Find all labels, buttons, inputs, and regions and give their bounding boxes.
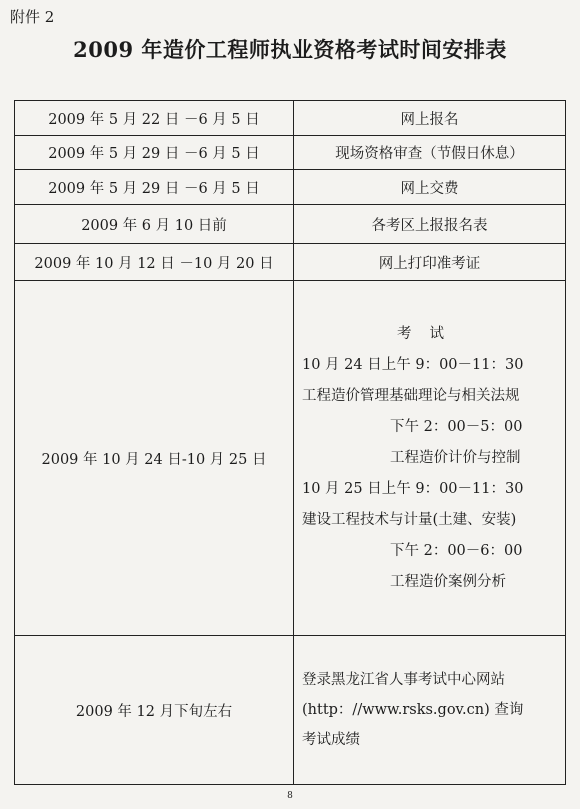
row-date: 2009 年 5 月 29 日 －6 月 5 日 xyxy=(15,170,294,205)
page-title: 2009 年造价工程师执业资格考试时间安排表 xyxy=(73,37,507,62)
exam-day2-morning-subject: 建设工程技术与计量(土建、安装) xyxy=(302,511,517,528)
row-event: 各考区上报报名表 xyxy=(294,205,566,244)
page-number: 8 xyxy=(287,791,293,801)
results-line: 登录黑龙江省人事考试中心网站 xyxy=(302,672,505,688)
exam-day2-afternoon-subject: 工程造价案例分析 xyxy=(390,573,506,590)
table-row xyxy=(15,170,566,205)
row-date: 2009 年 5 月 29 日 －6 月 5 日 xyxy=(15,136,294,170)
exam-day1-afternoon: 下午 2：00－5：00 xyxy=(390,418,523,435)
schedule-table xyxy=(14,100,566,785)
exam-day2-morning: 10 月 25 日上午 9：00－11：30 xyxy=(302,480,524,497)
table-row xyxy=(15,101,566,136)
exam-date: 2009 年 10 月 24 日-10 月 25 日 xyxy=(15,281,294,636)
table-row-results xyxy=(15,636,566,785)
results-date: 2009 年 12 月下旬左右 xyxy=(15,636,294,785)
row-date: 2009 年 6 月 10 日前 xyxy=(15,205,294,244)
exam-details xyxy=(294,281,566,636)
row-date: 2009 年 5 月 22 日 －6 月 5 日 xyxy=(15,101,294,136)
results-details xyxy=(294,636,566,785)
exam-day2-afternoon: 下午 2：00－6：00 xyxy=(390,542,523,559)
row-event: 网上打印准考证 xyxy=(294,244,566,281)
table-row xyxy=(15,136,566,170)
table-row-exam xyxy=(15,281,566,636)
table-row xyxy=(15,244,566,281)
exam-day1-morning-subject: 工程造价管理基础理论与相关法规 xyxy=(302,387,520,404)
row-event: 网上交费 xyxy=(294,170,566,205)
row-date: 2009 年 10 月 12 日 －10 月 20 日 xyxy=(15,244,294,281)
row-event: 现场资格审查（节假日休息） xyxy=(294,136,566,170)
exam-heading: 考试 xyxy=(397,325,462,342)
results-line: (http：//www.rsks.gov.cn) 查询 xyxy=(302,702,524,718)
exam-day1-afternoon-subject: 工程造价计价与控制 xyxy=(390,449,521,466)
exam-day1-morning: 10 月 24 日上午 9：00－11：30 xyxy=(302,356,524,373)
attachment-label: 附件 2 xyxy=(10,8,55,26)
row-event: 网上报名 xyxy=(294,101,566,136)
table-row xyxy=(15,205,566,244)
results-line: 考试成绩 xyxy=(302,732,360,748)
